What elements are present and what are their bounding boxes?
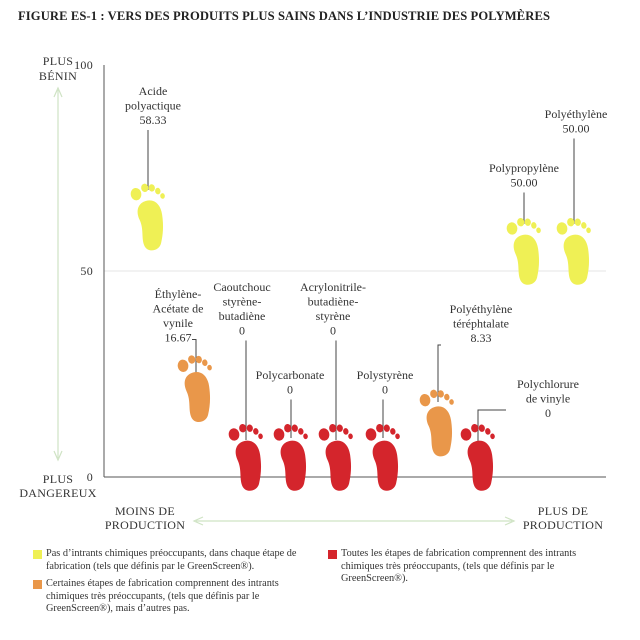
point-9-footprint-marker [555,215,598,286]
legend-item-orange [33,578,315,616]
point-0-value-label: 58.33 [139,113,167,127]
point-7-label-line-1: de vinyle [525,391,571,406]
point-0-label-line-1: polyactique [125,98,181,113]
point-6-value-label: 8.33 [470,331,492,345]
legend-text-red: Toutes les étapes de fabrication comprennent des intrants chimiques très préoccupants, (tels que définis par le GreenScreen®). [341,548,577,585]
point-2-label-line-2: butadiène [218,309,266,323]
legend-item-yellow [33,548,315,573]
point-6-label-line-1: téréphtalate [453,316,509,331]
x-right-label-line1: PLUS DE [537,504,589,518]
point-6-footprint-marker [418,387,461,458]
y-top-label-line2: BÉNIN [38,69,78,83]
point-4-footprint-marker [317,421,360,492]
y-top-label-line1: PLUS [42,54,74,68]
point-7-label-line-0: Polychlorure [517,377,579,391]
point-1-footprint-marker [176,353,219,424]
point-9-value-label: 50.00 [562,121,590,136]
point-4-label-line-1: butadiène- [307,294,359,309]
y-bottom-label-line1: PLUS [42,472,74,486]
point-8-value-label: 50.00 [510,175,538,190]
y-tick-label-0: 0 [86,470,93,484]
point-2-label-line-1: styrène- [222,294,262,309]
point-2-value-label: 0 [239,323,245,338]
x-left-label-line1: MOINS DE [114,504,176,518]
point-8-label-line-0: Polypropylène [489,161,559,175]
point-3-footprint-marker [272,421,315,492]
legend-text-yellow: Pas d’intrants chimiques préoccupants, dans chaque étape de fabrication (tels que définis par le GreenScreen®). [46,548,297,572]
point-1-value-label: 16.67 [164,330,192,345]
legend-swatch-yellow [33,550,42,559]
legend-text-orange: Certaines étapes de fabrication comprennent des intrants chimiques très préoccupants, (tels que définis par le GreenScreen®), mais d’autres pas. [46,578,279,615]
legend-item-red [328,548,610,586]
point-0-label-line-0: Acide [138,84,168,98]
y-tick-label-50: 50 [80,264,93,278]
point-5-value-label: 0 [382,382,388,397]
point-5-footprint-marker [364,421,407,492]
x-left-label-line2: PRODUCTION [104,518,186,532]
y-tick-label-100: 100 [74,58,93,72]
point-4-value-label: 0 [330,323,336,338]
legend-swatch-red [328,550,337,559]
point-7-footprint-marker [459,421,502,492]
point-1-label-line-2: vynile [163,316,193,330]
point-2-footprint-marker [227,421,270,492]
point-9-label-line-0: Polyéthylène [544,107,608,121]
point-5-label-line-0: Polystyrène [356,368,414,382]
point-2-label-line-0: Caoutchouc [213,280,271,294]
point-1-label-line-1: Acétate de [152,301,204,316]
point-4-label-line-2: styrène [315,309,351,323]
point-6-label-line-0: Polyéthylène [449,302,513,316]
point-8-footprint-marker [505,215,548,286]
chart-plot-area [19,54,607,532]
legend-swatch-orange [33,580,42,589]
point-0-footprint-marker [129,181,172,252]
point-7-value-label: 0 [545,406,551,420]
point-1-label-line-0: Éthylène- [154,287,202,301]
point-4-label-line-0: Acrylonitrile- [300,280,366,294]
point-3-value-label: 0 [287,382,293,397]
y-bottom-label-line2: DANGEREUX [19,486,97,500]
x-right-label-line2: PRODUCTION [522,518,604,532]
point-3-label-line-0: Polycarbonate [255,368,325,382]
figure-title: FIGURE ES-1 : VERS DES PRODUITS PLUS SAINS DANS L’INDUSTRIE DES POLYMÈRES [18,9,551,23]
